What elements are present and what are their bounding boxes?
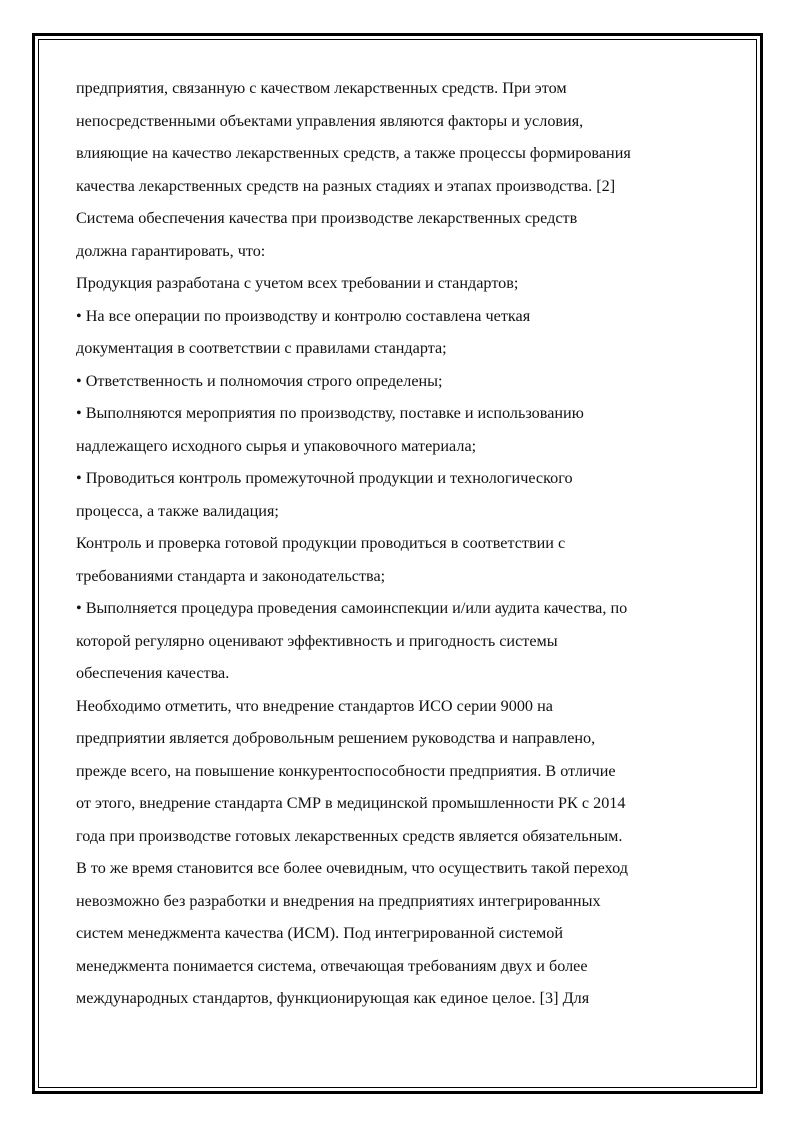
text-line: Продукция разработана с учетом всех требовании и стандартов; xyxy=(76,274,519,292)
text-line: невозможно без разработки и внедрения на предприятиях интегрированных xyxy=(76,891,601,910)
text-line: прежде всего, на повышение конкурентоспособности предприятия. В отличие xyxy=(76,761,616,780)
text-line: надлежащего исходного сырья и упаковочного материала; xyxy=(76,436,477,455)
text-line: • Выполняется процедура проведения самоинспекции и/или аудита качества, по xyxy=(76,599,628,617)
text-line: Система обеспечения качества при производстве лекарственных средств xyxy=(76,209,578,227)
text-line: Необходимо отметить, что внедрение стандартов ИСО серии 9000 на xyxy=(76,696,553,715)
text-line: непосредственными объектами управления являются факторы и условия, xyxy=(76,111,584,130)
text-line: • Ответственность и полномочия строго определены; xyxy=(76,371,443,390)
text-line: качества лекарственных средств на разных стадиях и этапах производства. [2] xyxy=(76,176,616,195)
text-line: от этого, внедрение стандарта СМР в медицинской промышленности РК с 2014 xyxy=(76,794,626,812)
text-line: систем менеджмента качества (ИСМ). Под интегрированной системой xyxy=(76,924,564,942)
text-line: предприятия, связанную с качеством лекарственных средств. При этом xyxy=(76,79,567,97)
text-line: • Выполняются мероприятия по производству, поставке и использованию xyxy=(76,404,584,422)
text-line: обеспечения качества. xyxy=(76,664,230,682)
text-line: предприятии является добровольным решением руководства и направлено, xyxy=(76,729,596,747)
text-line: Контроль и проверка готовой продукции проводиться в соответствии с xyxy=(76,534,566,552)
text-line: • Проводиться контроль промежуточной продукции и технологического xyxy=(76,469,573,487)
text-line: года при производстве готовых лекарственных средств является обязательным. xyxy=(76,826,623,845)
text-line: которой регулярно оценивают эффективность и пригодность системы xyxy=(76,631,558,650)
text-line: требованиями стандарта и законодательства; xyxy=(76,566,386,585)
text-line: влияющие на качество лекарственных средств, а также процессы формирования xyxy=(76,144,631,162)
text-line: • На все операции по производству и контролю составлена четкая xyxy=(76,306,531,325)
text-line: документация в соответствии с правилами стандарта; xyxy=(76,339,447,357)
text-line: В то же время становится все более очевидным, что осуществить такой переход xyxy=(76,859,628,877)
text-line: должна гарантировать, что: xyxy=(76,241,266,260)
document-body-text xyxy=(76,72,726,1015)
text-line: процесса, а также валидация; xyxy=(76,501,279,520)
text-line: менеджмента понимается система, отвечающая требованиям двух и более xyxy=(76,956,588,975)
text-line: международных стандартов, функционирующая как единое целое. [3] Для xyxy=(76,989,590,1007)
